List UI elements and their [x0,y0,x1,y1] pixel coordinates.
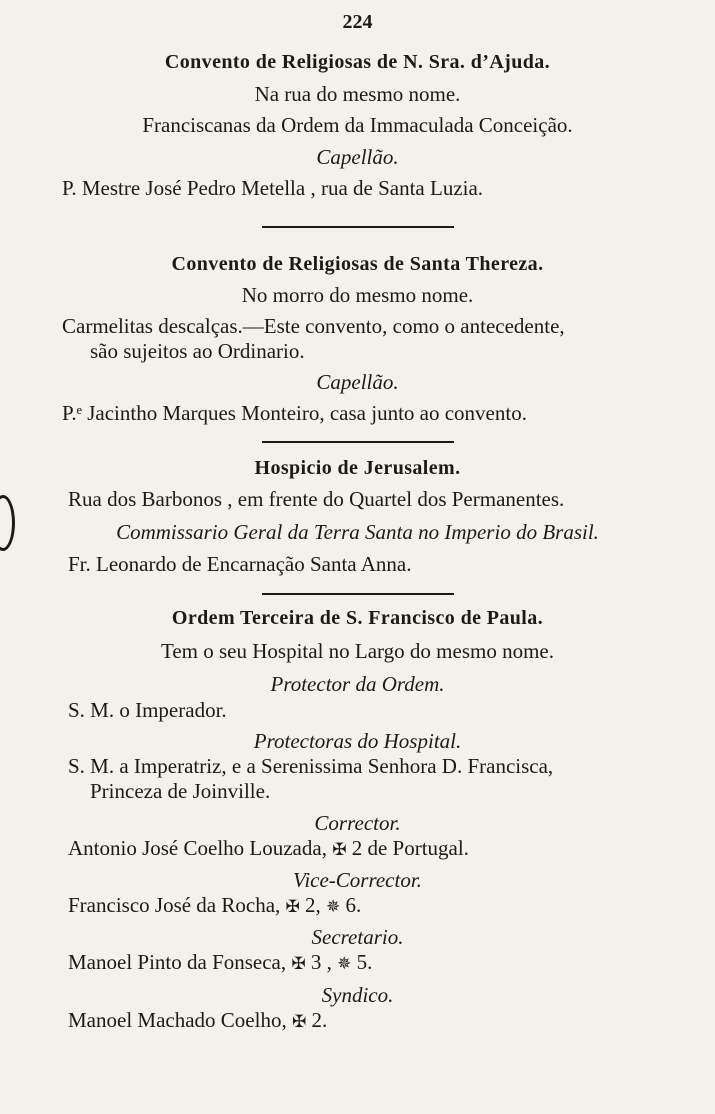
person-entry: Fr. Leonardo de Encarnação Santa Anna. [68,552,412,576]
section-divider [262,593,454,595]
person-name: Antonio José Coelho Louzada, [68,836,327,860]
order-rank: 3 , [310,950,332,974]
role-title: Syndico. [321,983,394,1007]
section-heading: Convento de Religiosas de N. Sra. d’Ajuda. [164,51,551,73]
order-cross-icon: ✠ [291,954,306,974]
section-note: Franciscanas da Ordem da Immaculada Conceição. [142,113,573,137]
order-rank: 2 de Portugal. [351,836,469,860]
role-title: Secretario. [311,925,404,949]
section-location: Rua dos Barbonos , em frente do Quartel dos Permanentes. [68,487,565,511]
person-entry [68,838,469,859]
section-heading: Ordem Terceira de S. Francisco de Paula. [171,607,544,629]
person-entry: S. M. a Imperatriz, e a Serenissima Senhora D. Francisca, [68,754,554,778]
role-title: Protector da Ordem. [270,672,445,696]
person-entry [68,952,372,973]
person-entry [68,1010,327,1031]
person-entry: P. Mestre José Pedro Metella , rua de Santa Luzia. [62,176,484,200]
order-star-icon: ✵ [337,954,352,974]
order-rank: 5. [356,950,373,974]
order-cross-icon: ✠ [285,897,300,917]
order-star-icon: ✵ [326,897,341,917]
order-cross-icon: ✠ [332,840,347,860]
role-title: Capellão. [316,370,399,394]
section-heading: Hospicio de Jerusalem. [254,457,461,479]
order-rank: 2, [305,893,321,917]
page-number: 224 [342,11,373,33]
role-title: Corrector. [314,811,401,835]
section-divider [262,226,454,228]
order-rank: 2. [311,1008,328,1032]
person-name: Francisco José da Rocha, [68,893,281,917]
section-location: No morro do mesmo nome. [241,283,474,307]
role-title: Vice-Corrector. [293,868,422,892]
order-rank: 6. [345,893,362,917]
section-location: Na rua do mesmo nome. [254,82,461,106]
section-heading: Convento de Religiosas de Santa Thereza. [171,253,544,275]
section-note: Carmelitas descalças.—Este convento, como o antecedente, [62,314,565,338]
person-entry: P.ᵉ Jacintho Marques Monteiro, casa junto ao convento. [62,401,527,425]
role-title: Commissario Geral da Terra Santa no Imperio do Brasil. [116,520,599,544]
person-name: Manoel Machado Coelho, [68,1008,287,1032]
person-entry: S. M. o Imperador. [68,698,227,722]
order-cross-icon: ✠ [291,1012,307,1032]
person-entry-continued: Princeza de Joinville. [90,779,271,803]
role-title: Capellão. [316,145,399,169]
person-name: Manoel Pinto da Fonseca, [68,950,287,974]
section-note-continued: são sujeitos ao Ordinario. [90,339,305,363]
section-divider [262,441,454,443]
person-entry [68,895,361,916]
role-title: Protectoras do Hospital. [253,729,462,753]
section-location: Tem o seu Hospital no Largo do mesmo nome. [160,639,554,663]
